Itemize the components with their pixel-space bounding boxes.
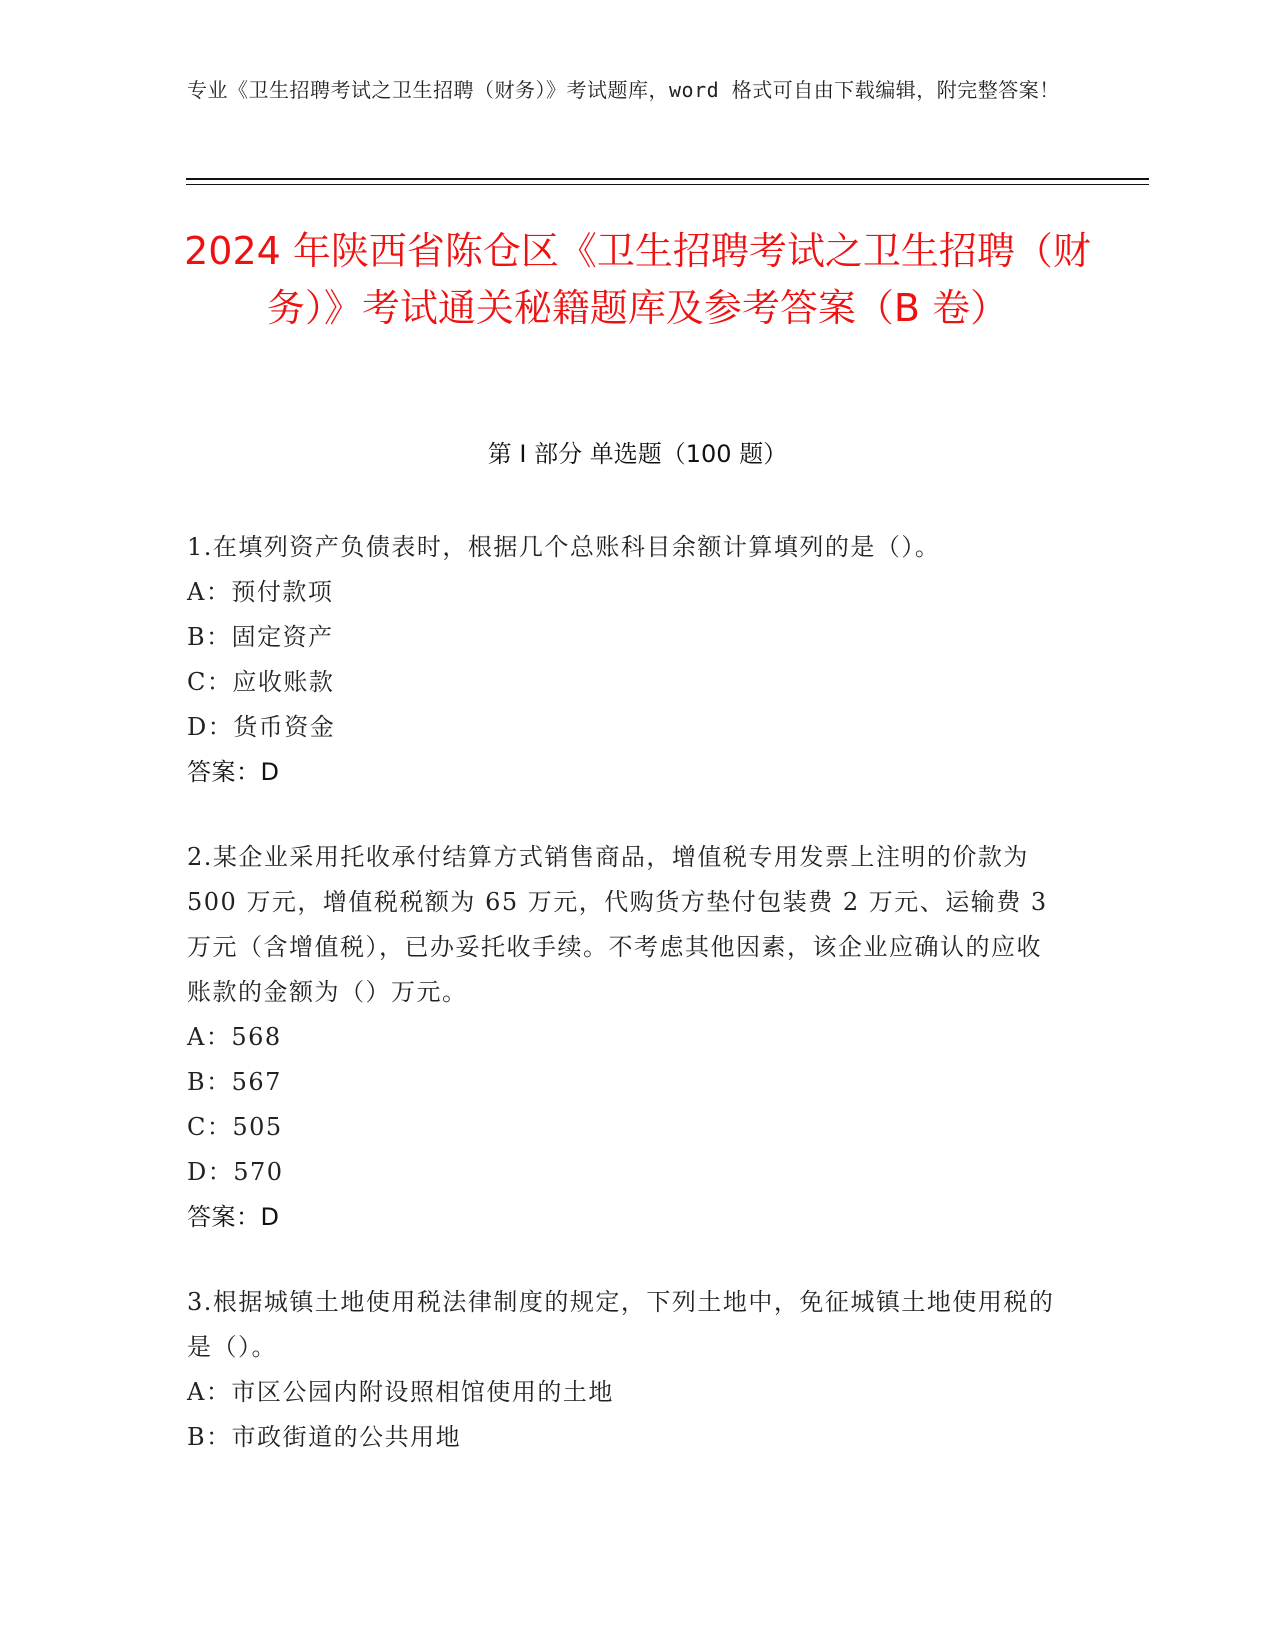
option-a: A：568 xyxy=(187,1023,282,1051)
question-3 xyxy=(187,1280,1067,1460)
header-divider-thick xyxy=(186,178,1149,180)
section-title: 第 I 部分 单选题（100 题） xyxy=(487,440,788,468)
header-note: 专业《卫生招聘考试之卫生招聘（财务）》考试题库，word 格式可自由下载编辑，附完整答案！ xyxy=(187,78,1060,102)
answer: 答案：D xyxy=(187,1203,280,1231)
question-stem: 2.某企业采用托收承付结算方式销售商品，增值税专用发票上注明的价款为 500 万元，增值税税额为 65 万元，代购货方垫付包装费 2 万元、运输费 3 万元（含增值税），已办妥托收手续。不考虑其他因素，该企业应确认的应收账款的金额为（）万元。 xyxy=(187,843,1048,1006)
option-a: A：市区公园内附设照相馆使用的土地 xyxy=(187,1378,614,1406)
option-a: A：预付款项 xyxy=(187,578,334,606)
question-2 xyxy=(187,835,1067,1240)
option-b: B：固定资产 xyxy=(187,623,334,651)
question-list xyxy=(187,525,1067,1500)
header-divider-thin xyxy=(186,184,1149,185)
option-c: C：应收账款 xyxy=(187,668,335,696)
option-d: D：货币资金 xyxy=(187,713,336,741)
option-b: B：市政街道的公共用地 xyxy=(187,1423,462,1451)
option-c: C：505 xyxy=(187,1113,283,1141)
option-d: D：570 xyxy=(187,1158,284,1186)
answer: 答案：D xyxy=(187,758,280,786)
question-stem: 1.在填列资产负债表时，根据几个总账科目余额计算填列的是（）。 xyxy=(187,533,941,561)
question-1 xyxy=(187,525,1067,795)
option-b: B：567 xyxy=(187,1068,282,1096)
document-title: 2024 年陕西省陈仓区《卫生招聘考试之卫生招聘（财务）》考试通关秘籍题库及参考答案（B 卷） xyxy=(184,229,1091,330)
question-stem: 3.根据城镇土地使用税法律制度的规定，下列土地中，免征城镇土地使用税的是（）。 xyxy=(187,1288,1055,1361)
